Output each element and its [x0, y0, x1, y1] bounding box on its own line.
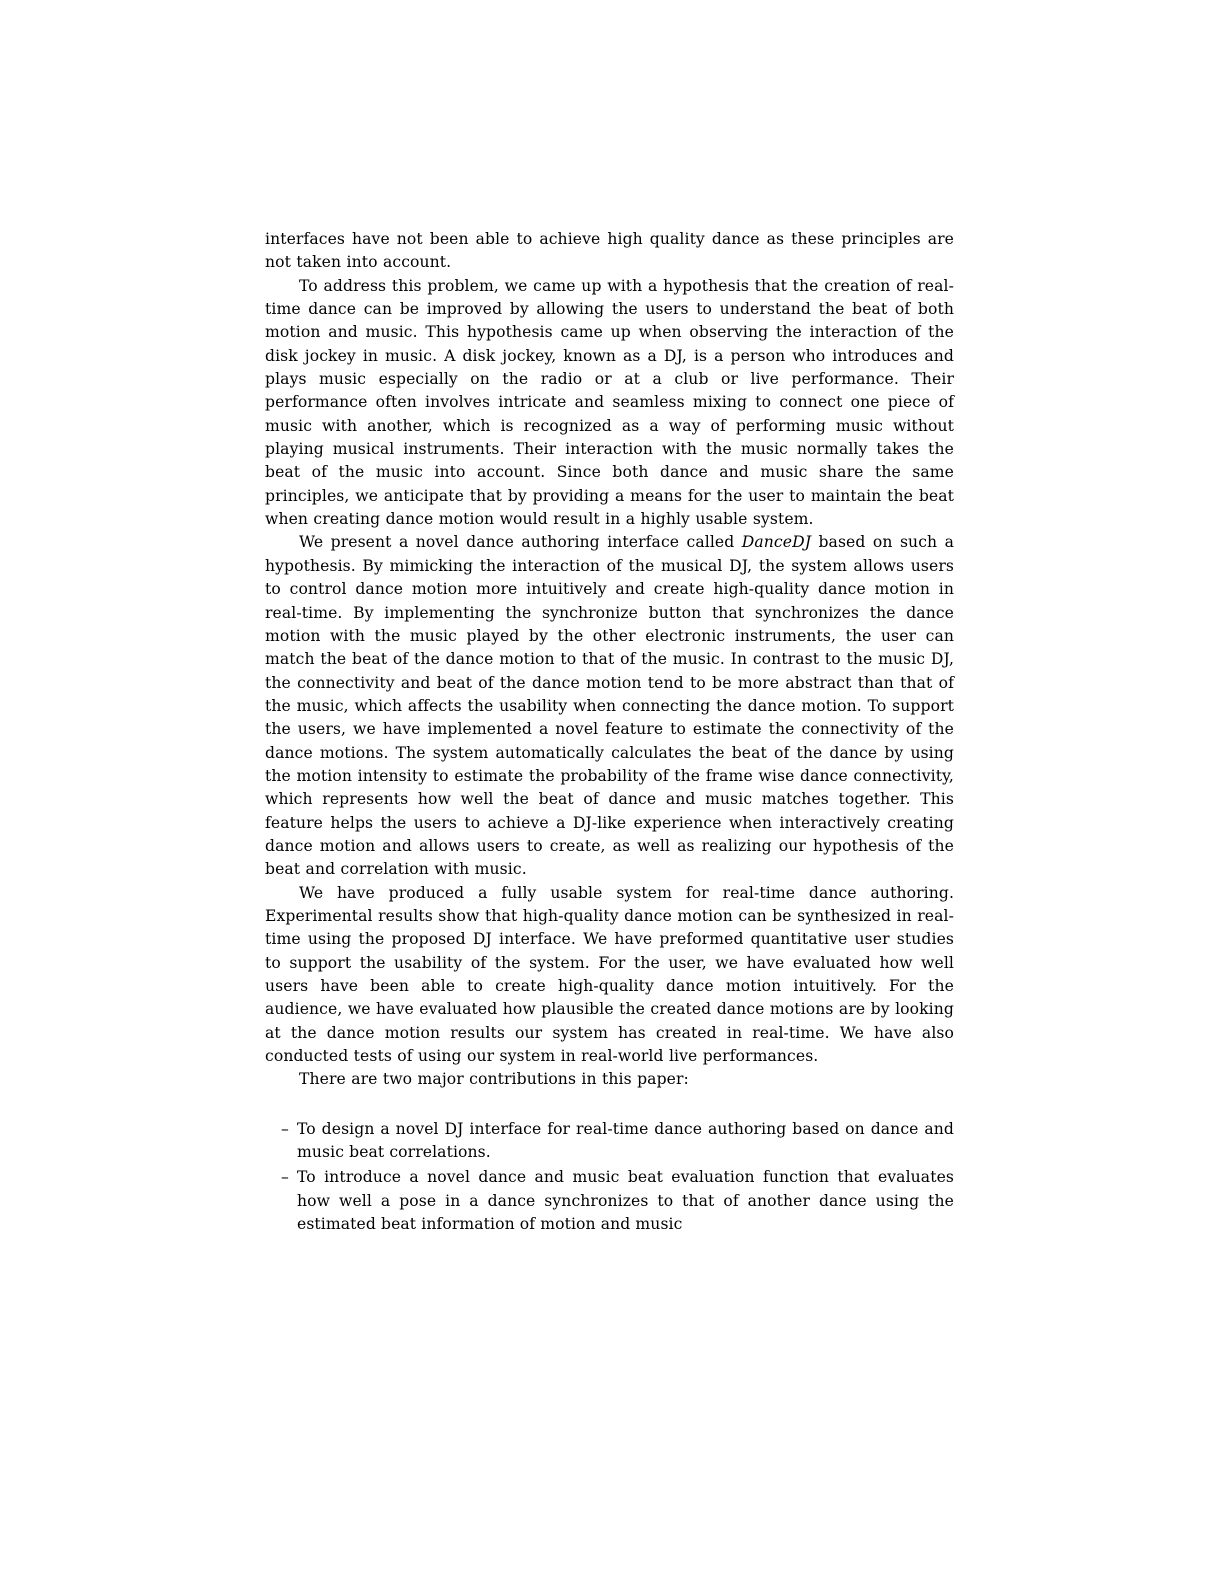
list-item	[265, 1118, 954, 1165]
contributions-list	[265, 1118, 954, 1237]
en-dash-bullet-icon: –	[281, 1168, 289, 1187]
list-item-text: To introduce a novel dance and music beat evaluation function that evaluates how well a pose in a dance synchronizes to that of another dance using the estimated beat information of motion and music	[297, 1168, 954, 1234]
paragraph-text-after-italic: based on such a hypothesis. By mimicking the interaction of the musical DJ, the system allows users to control dance motion more intuitively and create high-quality dance motion in real-time. By implementing the synchronize button that synchronizes the dance motion with the music played by the other electronic instruments, the user can match the beat of the dance motion to that of the music. In contrast to the music DJ, the connectivity and beat of the dance motion tend to be more abstract than that of the music, which affects the usability when connecting the dance motion. To support the users, we have implemented a novel feature to estimate the connectivity of the dance motions. The system automatically calculates the beat of the dance by using the motion intensity to estimate the probability of the frame wise dance connectivity, which represents how well the beat of dance and music matches together. This feature helps the users to achieve a DJ-like experience when interactively creating dance motion and allows users to create, as well as realizing our hypothesis of the beat and correlation with music.	[265, 533, 954, 879]
en-dash-bullet-icon: –	[281, 1119, 289, 1138]
body-text-column	[265, 228, 954, 1236]
paragraph-results-evaluation: We have produced a fully usable system for real-time dance authoring. Experimental results show that high-quality dance motion can be synthesized in real-time using the proposed DJ interface. We have preformed quantitative user studies to support the usability of the system. For the user, we have evaluated how well users have been able to create high-quality dance motion intuitively. For the audience, we have evaluated how plausible the created dance motions are by looking at the dance motion results our system has created in real-time. We have also conducted tests of using our system in real-world live performances.	[265, 883, 954, 1066]
paragraph-problem-hypothesis: To address this problem, we came up with a hypothesis that the creation of real-time dance can be improved by allowing the users to understand the beat of both motion and music. This hypothesis came up when observing the interaction of the disk jockey in music. A disk jockey, known as a DJ, is a person who introduces and plays music especially on the radio or at a club or live performance. Their performance often involves intricate and seamless mixing to connect one piece of music with another, which is recognized as a way of performing music without playing musical instruments. Their interaction with the music normally takes the beat of the music into account. Since both dance and music share the same principles, we anticipate that by providing a means for the user to maintain the beat when creating dance motion would result in a highly usable system.	[265, 276, 954, 529]
paragraph-text-before-italic: We present a novel dance authoring interface called	[299, 533, 742, 552]
paragraph-continuation: interfaces have not been able to achieve high quality dance as these principles are not taken into account.	[265, 230, 954, 272]
list-item-text: To design a novel DJ interface for real-time dance authoring based on dance and music beat correlations.	[297, 1119, 954, 1162]
list-item	[265, 1166, 954, 1236]
paragraph-dancedj-system	[265, 531, 954, 881]
system-name-italic: DanceDJ	[741, 533, 812, 552]
paragraph-contributions-lead-in: There are two major contributions in this paper:	[299, 1070, 689, 1089]
